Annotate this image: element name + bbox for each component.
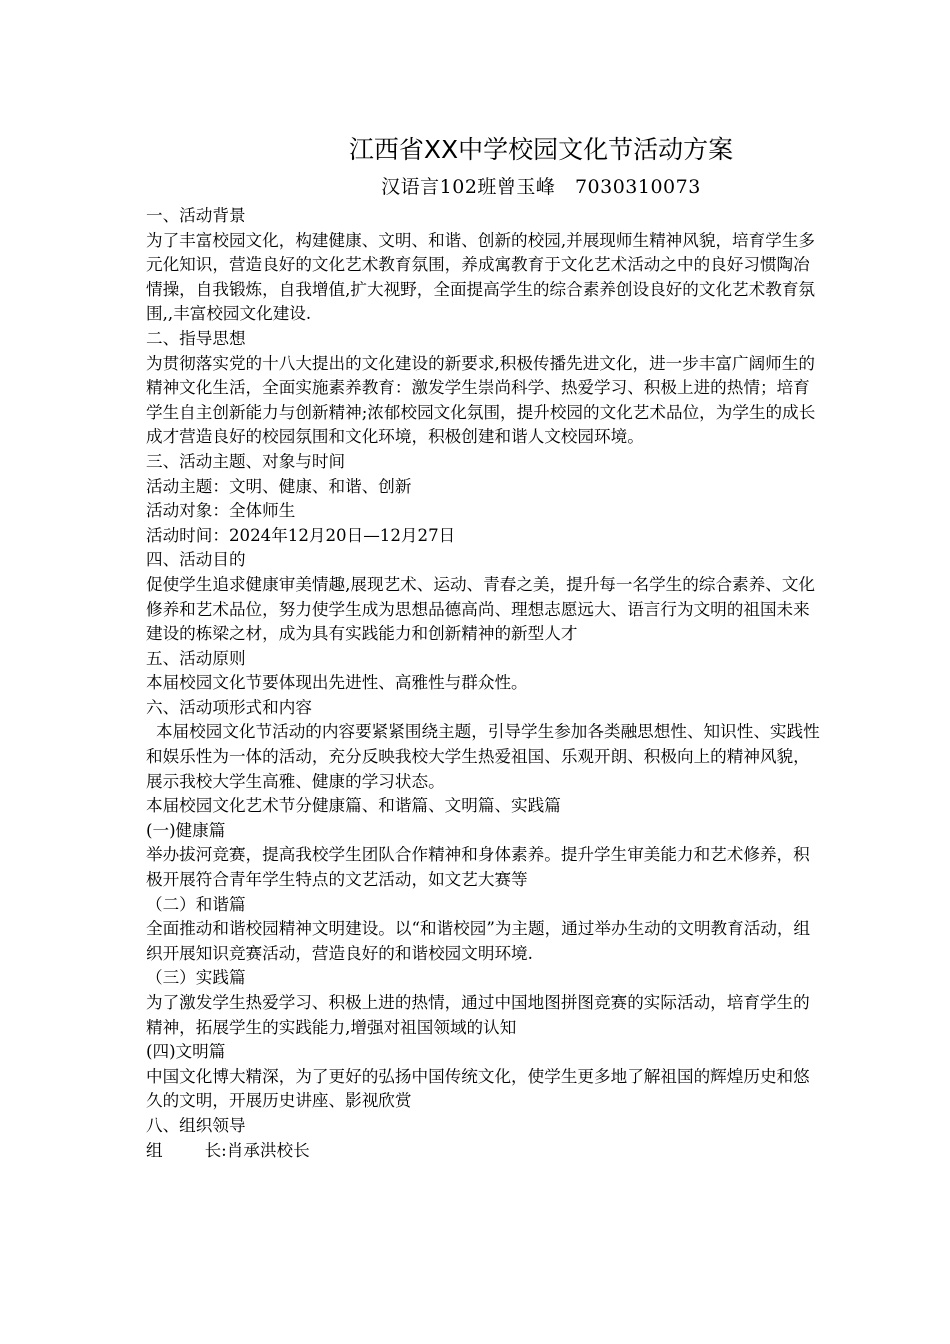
org-role-detail: 长:肖承洪校长	[204, 1140, 310, 1160]
subsection-heading: (一)健康篇	[146, 820, 226, 840]
document-title: 江西省XX中学校园文化节活动方案	[348, 135, 734, 164]
section-heading: 六、活动项形式和内容	[146, 697, 312, 717]
paragraph: 本届校园文化艺术节分健康篇、和谐篇、文明篇、实践篇	[146, 796, 561, 816]
paragraph: 本届校园文化节活动的内容要紧紧围绕主题，引导学生参加各类融思想性、知识性、实践性和娱乐性为一体的活动，充分反映我校大学生热爱祖国、乐观开朗、积极向上的精神风貌，展示我校大学生高雅、健康的学习状态。	[146, 722, 820, 791]
activity-target: 活动对象：全体师生	[146, 501, 296, 521]
document-body	[146, 204, 826, 1163]
paragraph: 举办拔河竞赛，提高我校学生团队合作精神和身体素养。提升学生审美能力和艺术修养，积极开展符合青年学生特点的文艺活动，如文艺大赛等	[146, 845, 810, 890]
org-role-prefix: 组	[146, 1140, 163, 1160]
subsection-heading: （三）实践篇	[146, 968, 246, 988]
section-heading: 八、组织领导	[146, 1115, 246, 1135]
paragraph: 本届校园文化节要体现出先进性、高雅性与群众性。	[146, 673, 528, 693]
org-leader-line	[146, 1139, 826, 1164]
paragraph: 为贯彻落实党的十八大提出的文化建设的新要求,积极传播先进文化，进一步丰富广阔师生的精神文化生活，全面实施素养教育：激发学生崇尚科学、热爱学习、积极上进的热情；培育学生自主创新能力与创新精神;浓郁校园文化氛围，提升校园的文化艺术品位，为学生的成长成才营造良好的校园氛围和文化环境，积极创建和谐人文校园环境。	[146, 353, 816, 447]
section-heading: 三、活动主题、对象与时间	[146, 451, 346, 471]
activity-time: 活动时间：2024年12月20日—12月27日	[146, 525, 456, 545]
paragraph: 为了丰富校园文化，构建健康、文明、和谐、创新的校园,并展现师生精神风貌，培育学生多元化知识，营造良好的文化艺术教育氛围，养成寓教育于文化艺术活动之中的良好习惯陶冶情操，自我锻炼，自我增值,扩大视野，全面提高学生的综合素养创设良好的文化艺术教育氛围,,丰富校园文化建设.	[146, 230, 816, 324]
author-line: 汉语言102班曾玉峰 7030310073	[381, 176, 701, 198]
section-heading: 一、活动背景	[146, 206, 246, 225]
section-heading: 五、活动原则	[146, 648, 246, 668]
activity-theme: 活动主题：文明、健康、和谐、创新	[146, 476, 412, 496]
subsection-heading: （二）和谐篇	[146, 894, 246, 914]
paragraph: 中国文化博大精深，为了更好的弘扬中国传统文化，使学生更多地了解祖国的辉煌历史和悠久的文明，开展历史讲座、影视欣赏	[146, 1066, 810, 1111]
paragraph: 全面推动和谐校园精神文明建设。以“和谐校园”为主题，通过举办生动的文明教育活动，组织开展知识竞赛活动，营造良好的和谐校园文明环境.	[146, 919, 811, 963]
document-page	[146, 134, 826, 1163]
section-heading: 四、活动目的	[146, 550, 246, 570]
paragraph: 促使学生追求健康审美情趣,展现艺术、运动、青春之美，提升每一名学生的综合素养、文化修养和艺术品位，努力使学生成为思想品德高尚、理想志愿远大、语言行为文明的祖国未来建设的栋梁之材，成为具有实践能力和创新精神的新型人才	[146, 574, 816, 644]
paragraph: 为了激发学生热爱学习、积极上进的热情，通过中国地图拼图竞赛的实际活动，培育学生的精神，拓展学生的实践能力,增强对祖国领域的认知	[146, 993, 810, 1037]
section-heading: 二、指导思想	[146, 328, 246, 348]
subsection-heading: (四)文明篇	[146, 1042, 226, 1062]
